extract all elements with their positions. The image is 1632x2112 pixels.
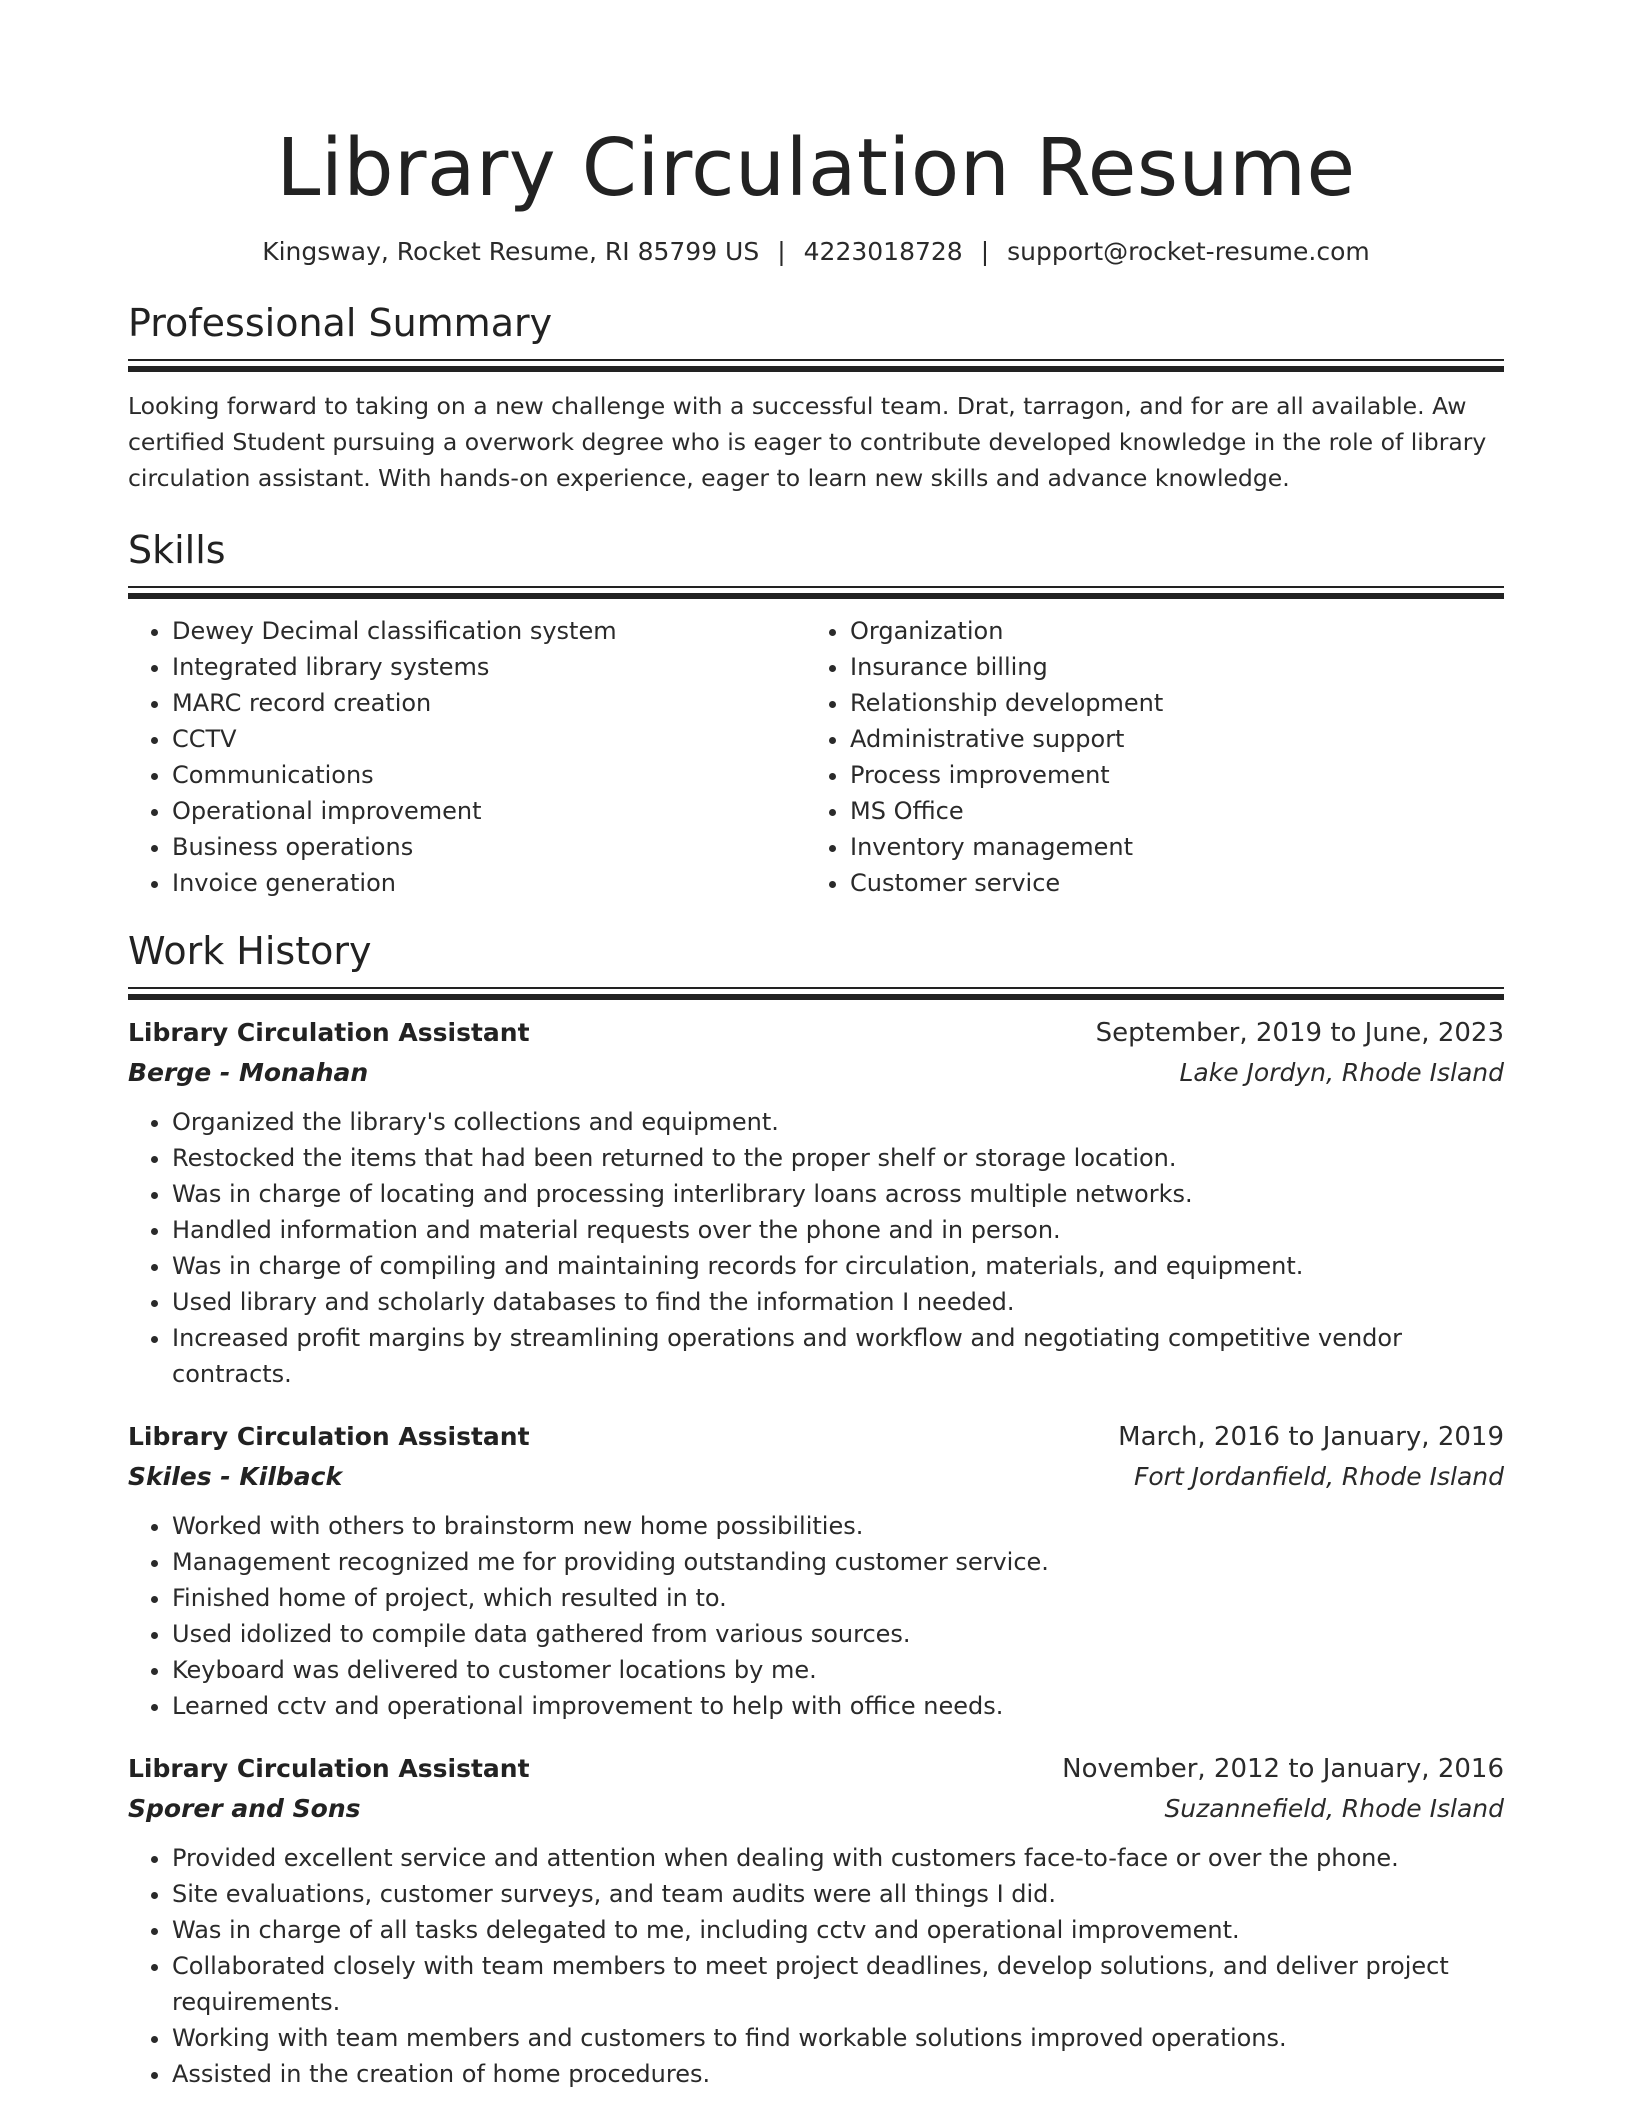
skill-item: • Operational improvement xyxy=(172,793,806,829)
job-location: Suzannefield, Rhode Island xyxy=(1164,1794,1504,1823)
job-bullet: • Assisted in the creation of home procedures. xyxy=(172,2056,1504,2092)
job-entry xyxy=(128,1418,1504,1724)
skill-item: • Business operations xyxy=(172,829,806,865)
job-entry xyxy=(128,1014,1504,1392)
section-divider xyxy=(128,994,1504,1000)
job-bullet: • Site evaluations, customer surveys, and team audits were all things I did. xyxy=(172,1876,1504,1912)
job-bullet: • Restocked the items that had been returned to the proper shelf or storage location. xyxy=(172,1140,1504,1176)
summary-section xyxy=(128,299,1504,496)
job-bullets xyxy=(128,1508,1504,1724)
contact-separator: | xyxy=(777,237,786,266)
job-bullet: • Working with team members and customers to find workable solutions improved operations. xyxy=(172,2020,1504,2056)
job-title: Library Circulation Assistant xyxy=(128,1018,530,1047)
job-bullet: • Worked with others to brainstorm new home possibilities. xyxy=(172,1508,1504,1544)
job-bullet: • Management recognized me for providing outstanding customer service. xyxy=(172,1544,1504,1580)
job-bullets xyxy=(128,1104,1504,1392)
job-company: Berge - Monahan xyxy=(128,1058,369,1087)
skills-section xyxy=(128,526,1504,901)
skill-item: • Insurance billing xyxy=(850,649,1484,685)
section-divider xyxy=(128,586,1504,588)
skill-item: • Dewey Decimal classification system xyxy=(172,613,806,649)
skill-item: • Customer service xyxy=(850,865,1484,901)
job-location: Lake Jordyn, Rhode Island xyxy=(1179,1058,1504,1087)
skills-column-right xyxy=(806,613,1484,901)
job-dates: March, 2016 to January, 2019 xyxy=(1118,1422,1504,1452)
skill-item: • CCTV xyxy=(172,721,806,757)
contact-line xyxy=(128,234,1504,270)
skill-item: • Invoice generation xyxy=(172,865,806,901)
skill-item: • Administrative support xyxy=(850,721,1484,757)
skill-item: • Inventory management xyxy=(850,829,1484,865)
section-divider xyxy=(128,987,1504,989)
section-title-summary: Professional Summary xyxy=(128,301,553,345)
job-dates: November, 2012 to January, 2016 xyxy=(1062,1754,1504,1784)
job-company: Sporer and Sons xyxy=(128,1794,361,1823)
job-location: Fort Jordanfield, Rhode Island xyxy=(1133,1462,1504,1491)
job-bullet: • Collaborated closely with team members to meet project deadlines, develop solutions, and deliver project requirements. xyxy=(172,1948,1504,2020)
job-bullet: • Organized the library's collections and equipment. xyxy=(172,1104,1504,1140)
section-title-skills: Skills xyxy=(128,528,226,572)
job-title: Library Circulation Assistant xyxy=(128,1422,530,1451)
job-title: Library Circulation Assistant xyxy=(128,1754,530,1783)
job-bullet: • Used library and scholarly databases to find the information I needed. xyxy=(172,1284,1504,1320)
summary-text: Looking forward to taking on a new challenge with a successful team. Drat, tarragon, and for are all available. Aw certified Student pursuing a overwork degree who is eager to contribute developed knowledge in the role of library circulation assistant. With hands-on experience, eager to learn new skills and advance knowledge. xyxy=(128,392,1487,492)
job-bullets xyxy=(128,1840,1504,2092)
job-bullet: • Finished home of project, which resulted in to. xyxy=(172,1580,1504,1616)
skill-item: • Integrated library systems xyxy=(172,649,806,685)
job-bullet: • Used idolized to compile data gathered from various sources. xyxy=(172,1616,1504,1652)
contact-separator: | xyxy=(980,237,990,266)
job-bullet: • Was in charge of all tasks delegated to me, including cctv and operational improvement. xyxy=(172,1912,1504,1948)
skill-item: • MS Office xyxy=(850,793,1484,829)
job-bullet: • Keyboard was delivered to customer locations by me. xyxy=(172,1652,1504,1688)
contact-phone: 4223018728 xyxy=(803,237,963,266)
skills-column-left xyxy=(128,613,806,901)
job-bullet: • Learned cctv and operational improvement to help with office needs. xyxy=(172,1688,1504,1724)
job-bullet: • Increased profit margins by streamlining operations and workflow and negotiating competitive vendor contracts. xyxy=(172,1320,1504,1392)
skill-item: • Organization xyxy=(850,613,1484,649)
section-title-work-history: Work History xyxy=(128,929,372,973)
skills-list xyxy=(128,613,1504,901)
resume-page xyxy=(128,0,1504,2092)
job-bullet: • Was in charge of compiling and maintaining records for circulation, materials, and equipment. xyxy=(172,1248,1504,1284)
resume-name: Library Circulation Resume xyxy=(276,122,1356,214)
skill-item: • MARC record creation xyxy=(172,685,806,721)
job-bullet: • Was in charge of locating and processing interlibrary loans across multiple networks. xyxy=(172,1176,1504,1212)
work-history-section xyxy=(128,927,1504,2092)
job-entry xyxy=(128,1750,1504,2092)
contact-address: Kingsway, Rocket Resume, RI 85799 US xyxy=(262,237,760,266)
job-bullet: • Provided excellent service and attention when dealing with customers face-to-face or over the phone. xyxy=(172,1840,1504,1876)
skill-item: • Communications xyxy=(172,757,806,793)
job-company: Skiles - Kilback xyxy=(128,1462,343,1491)
section-divider xyxy=(128,593,1504,599)
skill-item: • Relationship development xyxy=(850,685,1484,721)
skill-item: • Process improvement xyxy=(850,757,1484,793)
section-divider xyxy=(128,366,1504,372)
section-divider xyxy=(128,359,1504,361)
contact-email: support@rocket-resume.com xyxy=(1007,237,1370,266)
job-dates: September, 2019 to June, 2023 xyxy=(1095,1018,1504,1048)
job-bullet: • Handled information and material requests over the phone and in person. xyxy=(172,1212,1504,1248)
